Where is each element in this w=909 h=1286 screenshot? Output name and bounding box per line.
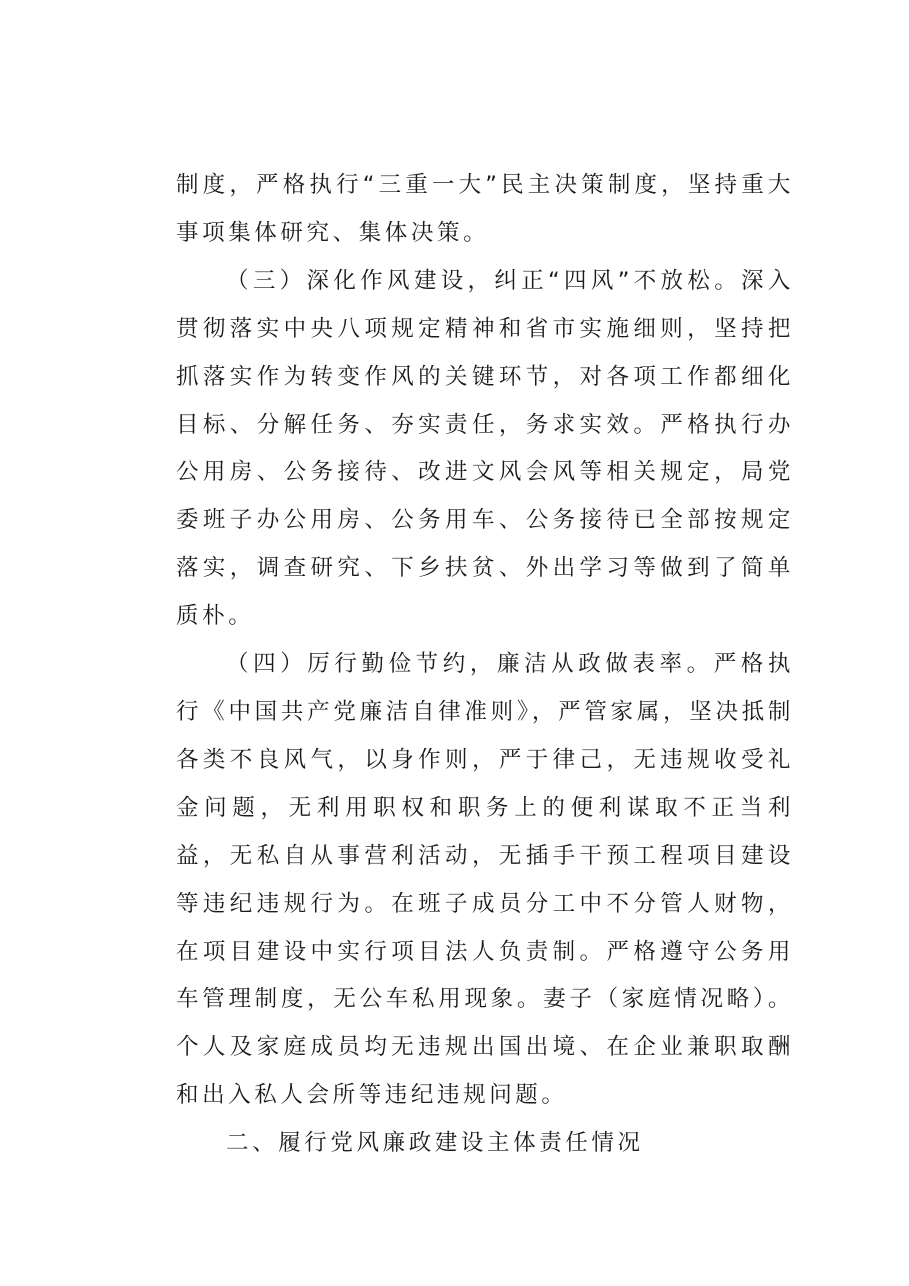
paragraph-work-style: （三）深化作风建设，纠正“四风”不放松。深入贯彻落实中央八项规定精神和省市实施细则，坚持把抓落实作为转变作风的关键环节，对各项工作都细化目标、分解任务、夯实责任，务求实效。严格执行办公用房、公务接待、改进文风会风等相关规定，局党委班子办公用房、公务用车、公务接待已全部按规定落实，调查研究、下乡扶贫、外出学习等做到了简单质朴。 — [176, 267, 794, 630]
paragraph-integrity: （四）厉行勤俭节约，廉洁从政做表率。严格执行《中国共产党廉洁自律准则》，严管家属，坚决抵制各类不良风气，以身作则，严于律己，无违规收受礼金问题，无利用职权和职务上的便利谋取不正当利益，无私自从事营利活动，无插手干预工程项目建设等违纪违规行为。在班子成员分工中不分管人财物，在项目建设中实行项目法人负责制。严格遵守公务用车管理制度，无公车私用现象。妻子（家庭情况略）。个人及家庭成员均无违规出国出境、在企业兼职取酬和出入私人会所等违纪违规问题。 — [176, 651, 794, 1109]
paragraph-decision-system: 制度，严格执行“三重一大”民主决策制度，坚持重大事项集体研究、集体决策。 — [176, 172, 794, 246]
section-heading: 二、履行党风廉政建设主体责任情况 — [226, 1130, 644, 1157]
document-body — [176, 162, 794, 1168]
